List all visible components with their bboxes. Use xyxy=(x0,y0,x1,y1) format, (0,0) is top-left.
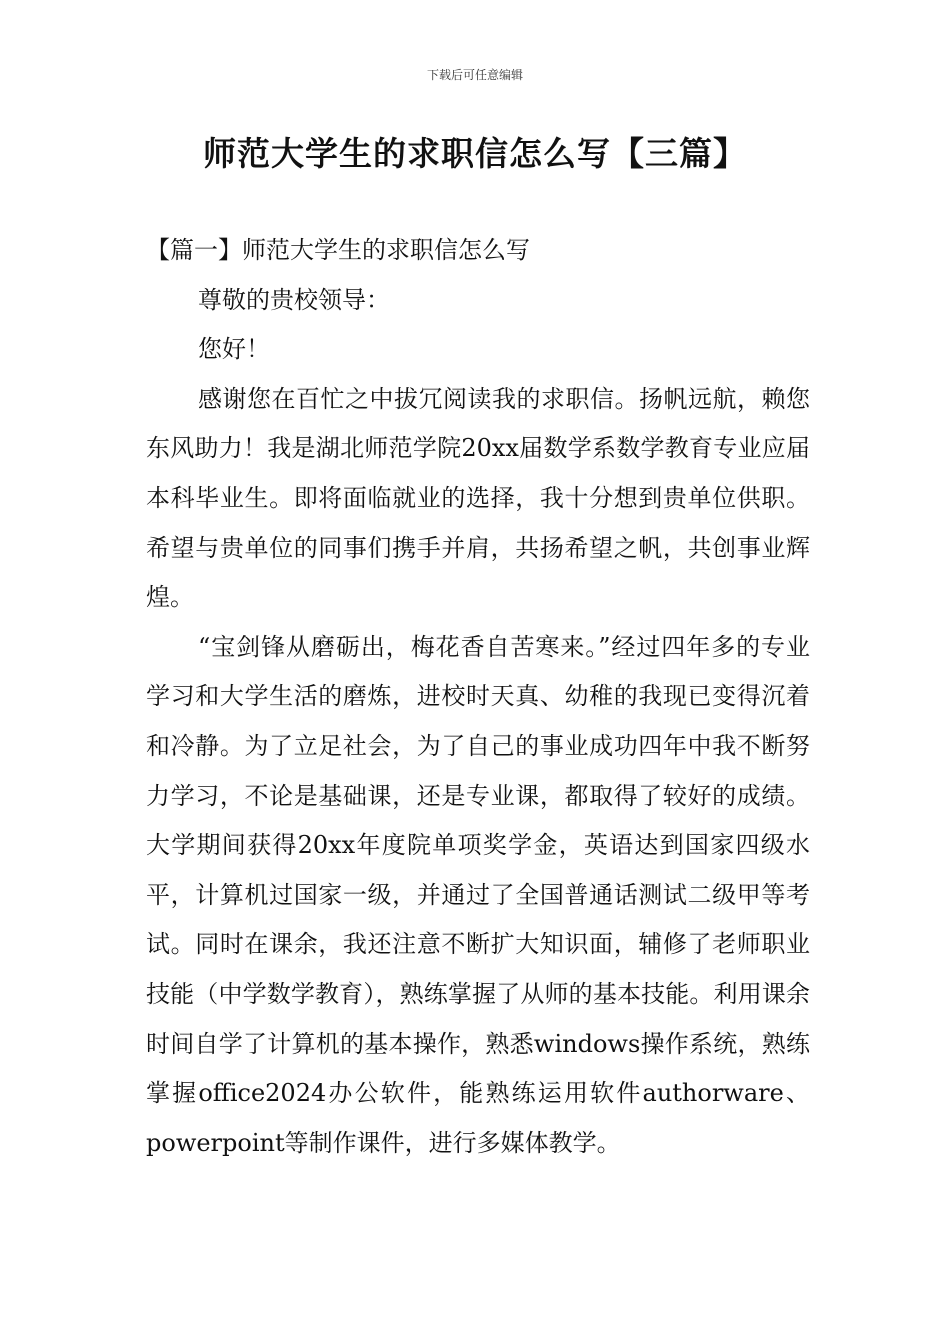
greeting: 您好！ xyxy=(198,335,270,364)
salutation: 尊敬的贵校领导： xyxy=(198,285,390,314)
document-title: 师范大学生的求职信怎么写【三篇】 xyxy=(203,134,747,173)
section-heading: 【篇一】师范大学生的求职信怎么写 xyxy=(146,236,530,264)
paragraph-study: “宝剑锋从磨砺出，梅花香自苦寒来。”经过四年多的专业学习和大学生活的磨炼，进校时天真、幼稚的我现已变得沉着和冷静。为了立足社会，为了自己的事业成功四年中我不断努力学习，不论是基础课，还是专业课，都取得了较好的成绩。大学期间获得20xx年度院单项奖学金，英语达到国家四级水平，计算机过国家一级，并通过了全国普通话测试二级甲等考试。同时在课余，我还注意不断扩大知识面，辅修了老师职业技能（中学数学教育），熟练掌握了从师的基本技能。利用课余时间自学了计算机的基本操作，熟悉windows操作系统，熟练掌握office2024办公软件，能熟练运用软件authorware、powerpoint等制作课件，进行多媒体教学。 xyxy=(146,632,810,1157)
paragraph-intro: 感谢您在百忙之中拔冗阅读我的求职信。扬帆远航，赖您东风助力！我是湖北师范学院20xx届数学系数学教育专业应届本科毕业生。即将面临就业的选择，我十分想到贵单位供职。希望与贵单位的同事们携手并肩，共扬希望之帆，共创事业辉煌。 xyxy=(146,384,810,612)
header-note: 下载后可任意编辑 xyxy=(426,68,523,82)
document-body xyxy=(146,226,810,1168)
